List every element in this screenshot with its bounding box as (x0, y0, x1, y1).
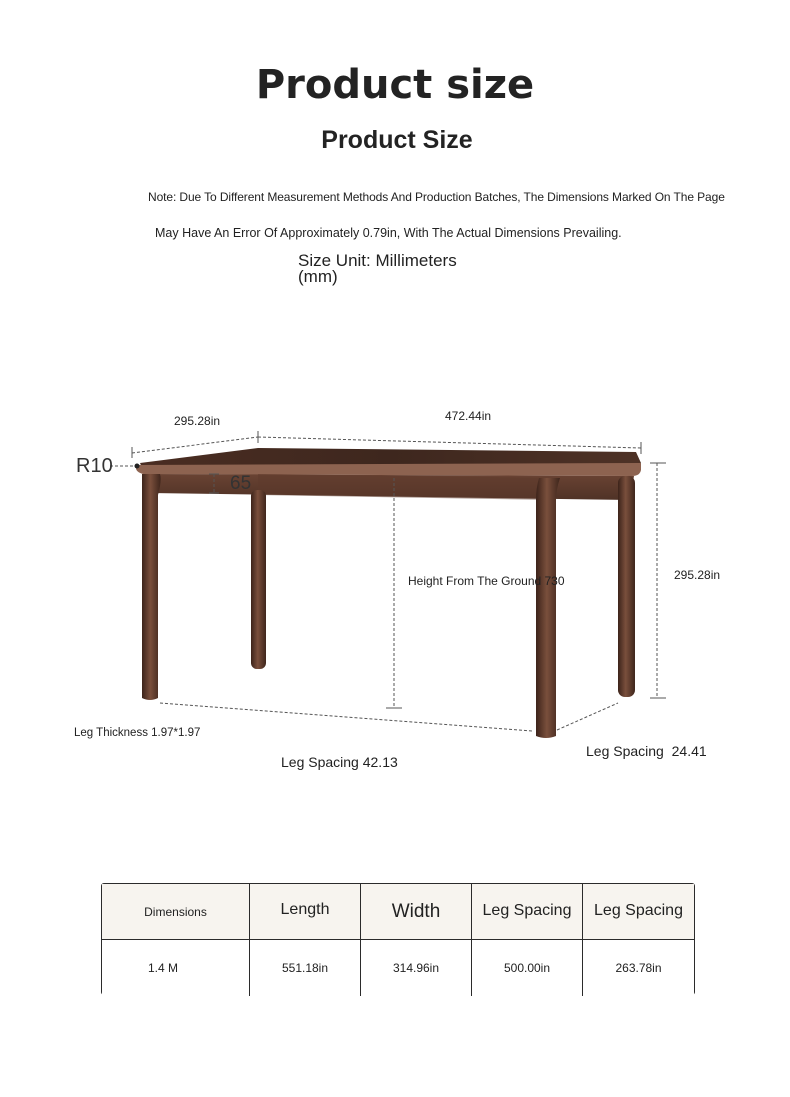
page-title: Product size (255, 62, 535, 108)
table-cell-width: 314.96in (361, 940, 472, 996)
front-left-leg (142, 474, 161, 700)
table-cell-leg-spacing-2: 263.78in (583, 940, 694, 996)
note-line-2: May Have An Error Of Approximately 0.79in, With The Actual Dimensions Prevailing. (155, 226, 622, 240)
page-subtitle: Product Size (321, 126, 473, 154)
dimensions-table (101, 883, 695, 995)
leg-spacing-short-label: Leg Spacing 24.41 (586, 743, 707, 759)
table-cell-size: 1.4 M (102, 940, 250, 996)
tabletop (136, 448, 641, 476)
leg-thickness-label: Leg Thickness 1.97*1.97 (74, 727, 201, 739)
note-line-1: Note: Due To Different Measurement Methods And Production Batches, The Dimensions Marked On The Page (148, 190, 725, 204)
table-header-dimensions: Dimensions (102, 884, 250, 940)
ground-height-label: Height From The Ground 730 (408, 574, 565, 588)
size-unit-label: Size Unit: Millimeters (298, 251, 457, 270)
table-cell-length: 551.18in (250, 940, 361, 996)
height-dimension-label: 295.28in (674, 568, 721, 582)
leg-spacing-long-label: Leg Spacing 42.13 (281, 754, 398, 770)
front-right-leg (536, 478, 560, 738)
radius-marker (135, 464, 140, 469)
table-header-length: Length (250, 884, 361, 940)
width-dimension-label: 295.28in (174, 414, 221, 428)
table-cell-leg-spacing-1: 500.00in (472, 940, 583, 996)
length-dimension-label: 472.44in (445, 409, 492, 423)
table-header-leg-spacing-1: Leg Spacing (472, 884, 583, 940)
apron-height-label: 65 (230, 473, 252, 494)
radius-label: R10 (76, 455, 113, 477)
apron-inner (258, 474, 553, 500)
table-header-width: Width (361, 884, 472, 940)
size-unit-suffix: (mm) (298, 267, 338, 286)
back-left-leg (251, 490, 266, 669)
table-header-leg-spacing-2: Leg Spacing (583, 884, 694, 940)
back-right-leg (618, 476, 635, 697)
